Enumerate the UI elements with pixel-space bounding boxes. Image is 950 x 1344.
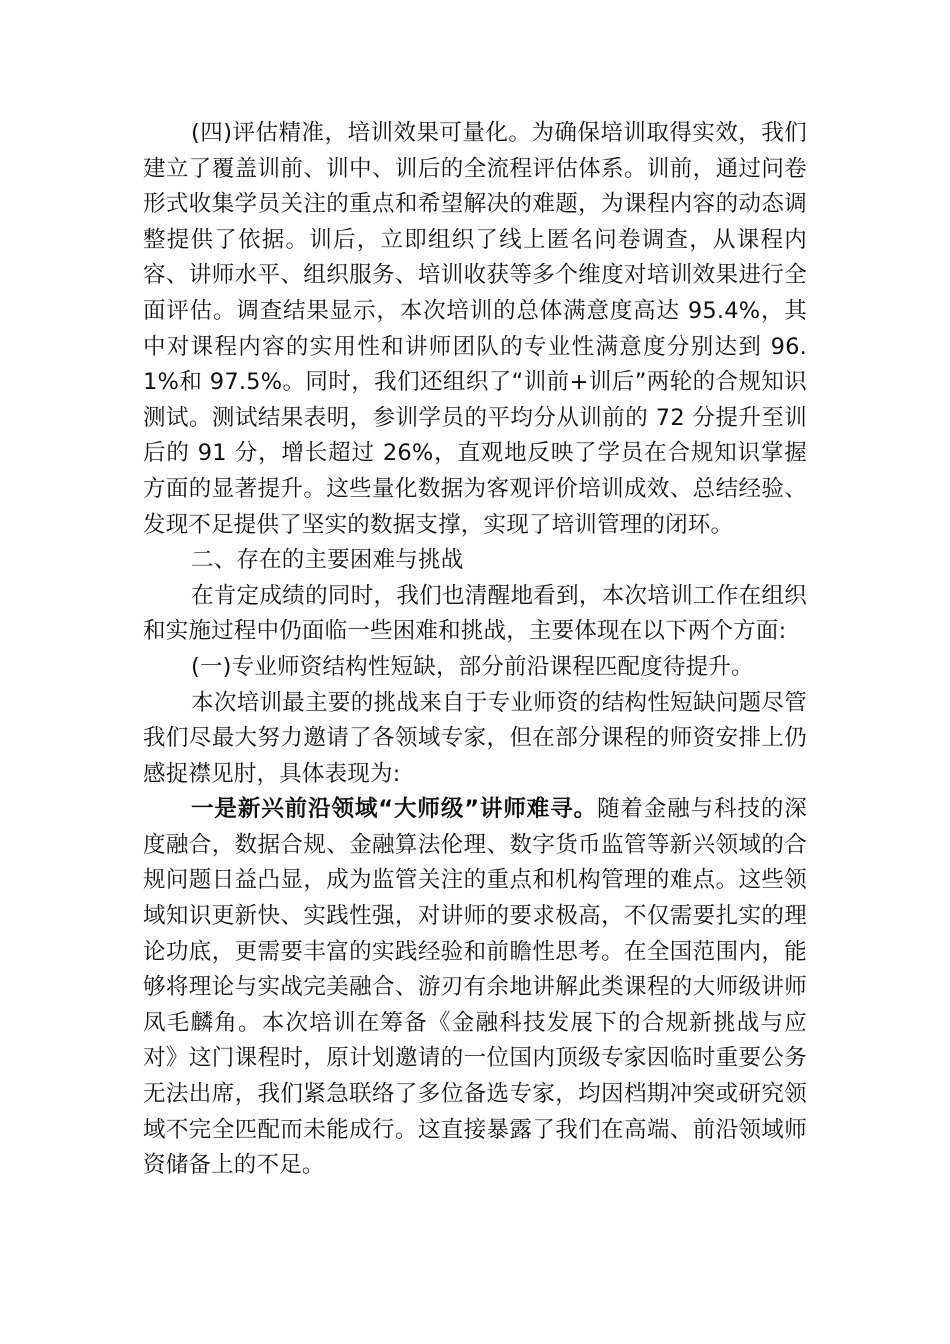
faculty-shortage-paragraph: 本次培训最主要的挑战来自于专业师资的结构性短缺问题尽管我们尽最大努力邀请了各领域专家，但在部分课程的师资安排上仍感捉襟见肘，具体表现为: xyxy=(143,689,807,787)
master-lecturer-lead: 一是新兴前沿领域“大师级”讲师难寻。 xyxy=(191,796,597,823)
difficulties-intro-paragraph: 在肯定成绩的同时，我们也清醒地看到，本次培训工作在组织和实施过程中仍面临一些困难和挑战，主要体现在以下两个方面: xyxy=(143,582,807,645)
subsection-heading-faculty-shortage: (一)专业师资结构性短缺，部分前沿课程匹配度待提升。 xyxy=(191,653,754,680)
master-lecturer-text: 随着金融与科技的深度融合，数据合规、金融算法伦理、数字货币监管等新兴领域的合规问题日益凸显，成为监管关注的重点和机构管理的难点。这些领域知识更新快、实践性强，对讲师的要求极高，不仅需要扎实的理论功底，更需要丰富的实践经验和前瞻性思考。在全国范围内，能够将理论与实战完美融合、游刃有余地讲解此类课程的大师级讲师凤毛麟角。本次培训在筹备《金融科技发展下的合规新挑战与应对》这门课程时，原计划邀请的一位国内顶级专家因临时重要公务无法出席，我们紧急联络了多位备选专家，均因档期冲突或研究领域不完全匹配而未能成行。这直接暴露了我们在高端、前沿领域师资储备上的不足。 xyxy=(143,796,807,1179)
section-heading-difficulties: 二、存在的主要困难与挑战 xyxy=(191,547,464,574)
document-body xyxy=(143,116,807,1184)
evaluation-paragraph: (四)评估精准，培训效果可量化。为确保培训取得实效，我们建立了覆盖训前、训中、训后的全流程评估体系。训前，通过问卷形式收集学员关注的重点和希望解决的难题，为课程内容的动态调整提供了依据。训后，立即组织了线上匿名问卷调查，从课程内容、讲师水平、组织服务、培训收获等多个维度对培训效果进行全面评估。调查结果显示，本次培训的总体满意度高达 95.4%，其中对课程内容的实用性和讲师团队的专业性满意度分别达到 96.1%和 97.5%。同时，我们还组织了“训前+训后”两轮的合规知识测试。测试结果表明，参训学员的平均分从训前的 72 分提升至训后的 91 分，增长超过 26%，直观地反映了学员在合规知识掌握方面的显著提升。这些量化数据为客观评价培训成效、总结经验、发现不足提供了坚实的数据支撑，实现了培训管理的闭环。 xyxy=(143,120,807,538)
master-lecturer-paragraph xyxy=(143,792,807,1184)
